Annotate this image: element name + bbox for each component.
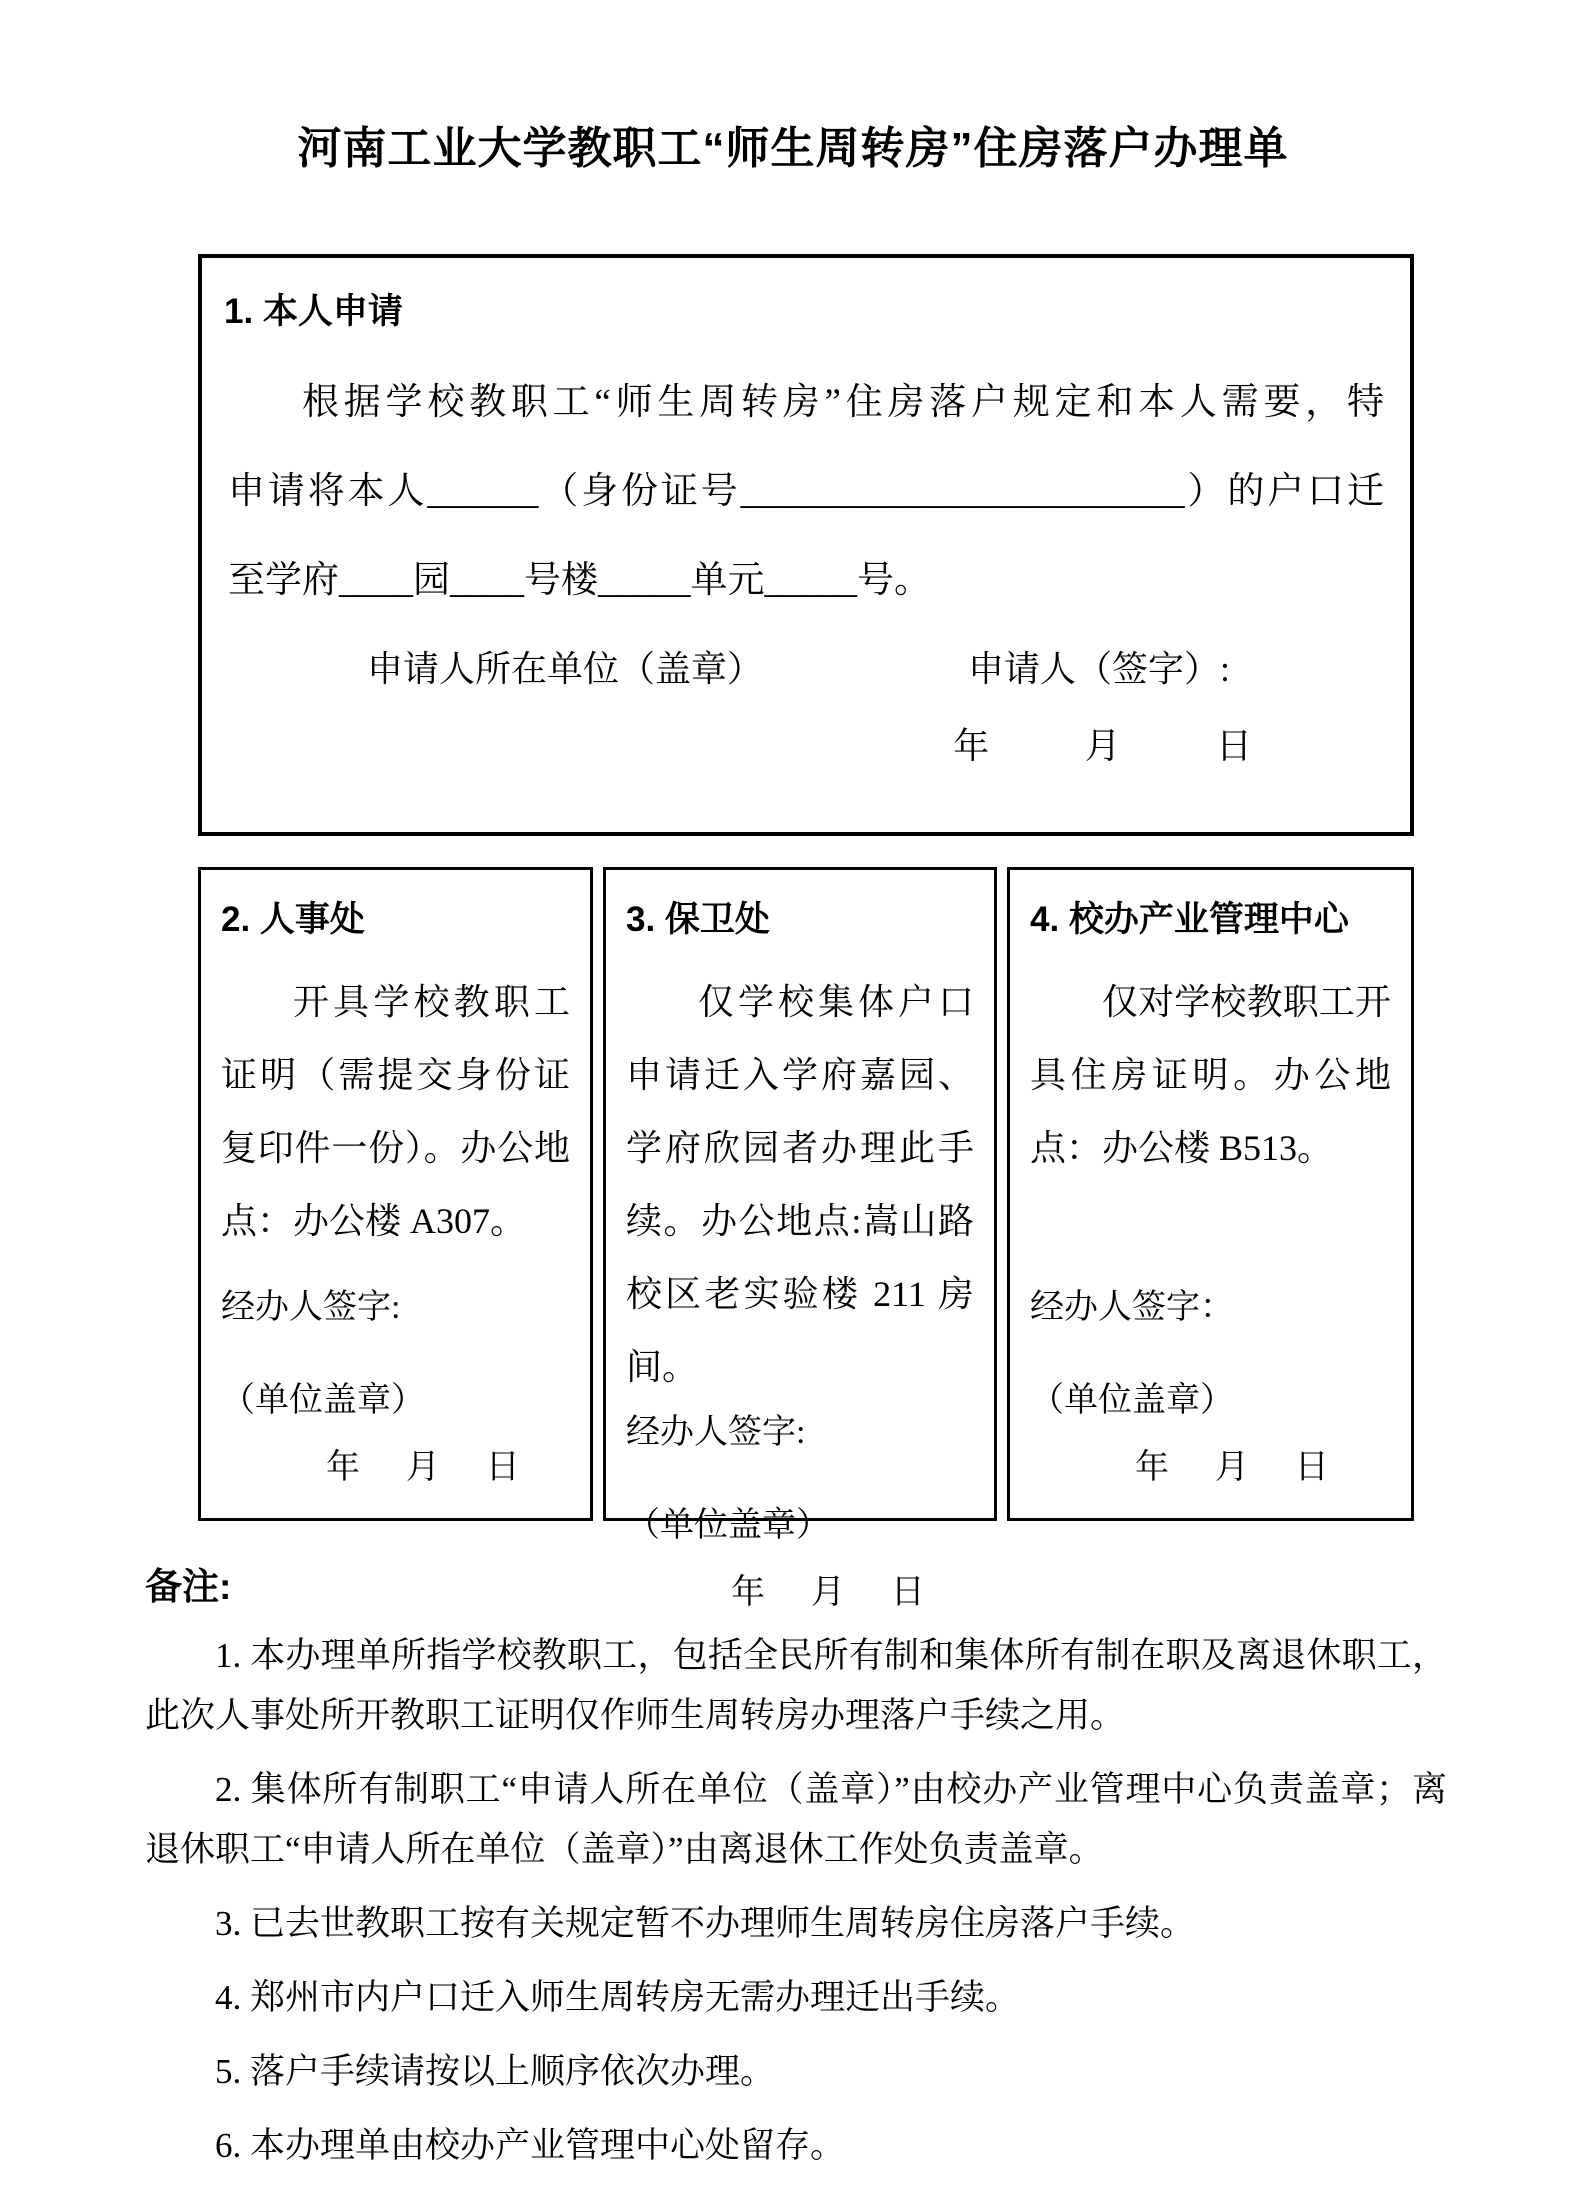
- personnel-date-line: 年 月 日: [326, 1449, 520, 1486]
- industry-center-handler-sign-label: 经办人签字：: [1030, 1289, 1234, 1326]
- industry-center-heading: 4. 校办产业管理中心: [1030, 900, 1349, 939]
- security-date-line: 年 月 日: [731, 1574, 925, 1611]
- security-unit-seal-label: （单位盖章）: [626, 1507, 830, 1544]
- application-signature-row: [202, 641, 1410, 692]
- note-item-1: 1. 本办理单所指学校教职工，包括全民所有制和集体所有制在职及离退休职工，此次人事处所开教职工证明仅作师生周转房办理落户手续之用。: [145, 1636, 1447, 1735]
- applicant-unit-seal-label: 申请人所在单位（盖章）: [367, 649, 764, 689]
- application-heading: 1. 本人申请: [224, 292, 403, 331]
- security-section-box: [603, 867, 997, 1611]
- personnel-unit-seal-label: （单位盖章）: [221, 1382, 425, 1419]
- note-item-3: 3. 已去世教职工按有关规定暂不办理师生周转房住房落户手续。: [215, 1904, 1196, 1943]
- industry-center-footer: [1030, 1279, 1391, 1488]
- personnel-handler-sign-label: 经办人签字:: [221, 1289, 401, 1326]
- application-paragraph: [228, 358, 1384, 625]
- application-date-line: 年 月 日: [953, 726, 1252, 766]
- industry-center-section-box: [1007, 867, 1414, 1521]
- notes-section: [145, 1562, 1447, 2176]
- application-section-box: [198, 254, 1414, 836]
- application-line-1: 根据学校教职工“师生周转房”住房落户规定和本人需要，特: [302, 382, 1384, 423]
- notes-heading: 备注:: [145, 1566, 232, 1607]
- note-item-5: 5. 落户手续请按以上顺序依次办理。: [215, 2052, 776, 2091]
- industry-center-body: 仅对学校教职工开具住房证明。办公地点：办公楼 B513。: [1030, 982, 1391, 1168]
- security-heading: 3. 保卫处: [626, 900, 770, 939]
- note-item-4: 4. 郑州市内户口迁入师生周转房无需办理迁出手续。: [215, 1978, 1021, 2017]
- application-line-3: 至学府____园____号楼_____单元_____号。: [228, 560, 931, 601]
- application-line-2: 申请将本人______（身份证号________________________）的户口迁: [228, 471, 1384, 512]
- applicant-signature-label: 申请人（签字）:: [967, 649, 1230, 689]
- personnel-heading: 2. 人事处: [221, 900, 365, 939]
- security-body: 仅学校集体户口申请迁入学府嘉园、学府欣园者办理此手续。办公地点:嵩山路校区老实验楼 211 房间。: [626, 982, 974, 1387]
- personnel-section-box: [198, 867, 593, 1521]
- industry-center-date-line: 年 月 日: [1135, 1449, 1329, 1486]
- personnel-footer: [221, 1279, 570, 1488]
- note-item-6: 6. 本办理单由校办产业管理中心处留存。: [215, 2126, 846, 2165]
- offices-row: [198, 867, 1414, 1611]
- personnel-body: 开具学校教职工证明（需提交身份证复印件一份）。办公地点：办公楼 A307。: [221, 982, 570, 1241]
- note-item-2: 2. 集体所有制职工“申请人所在单位（盖章）”由校办产业管理中心负责盖章；离退休职工“申请人所在单位（盖章）”由离退休工作处负责盖章。: [145, 1770, 1447, 1869]
- industry-center-unit-seal-label: （单位盖章）: [1030, 1382, 1234, 1419]
- document-title: 河南工业大学教职工“师生周转房”住房落户办理单: [297, 124, 1289, 173]
- security-handler-sign-label: 经办人签字:: [626, 1414, 806, 1451]
